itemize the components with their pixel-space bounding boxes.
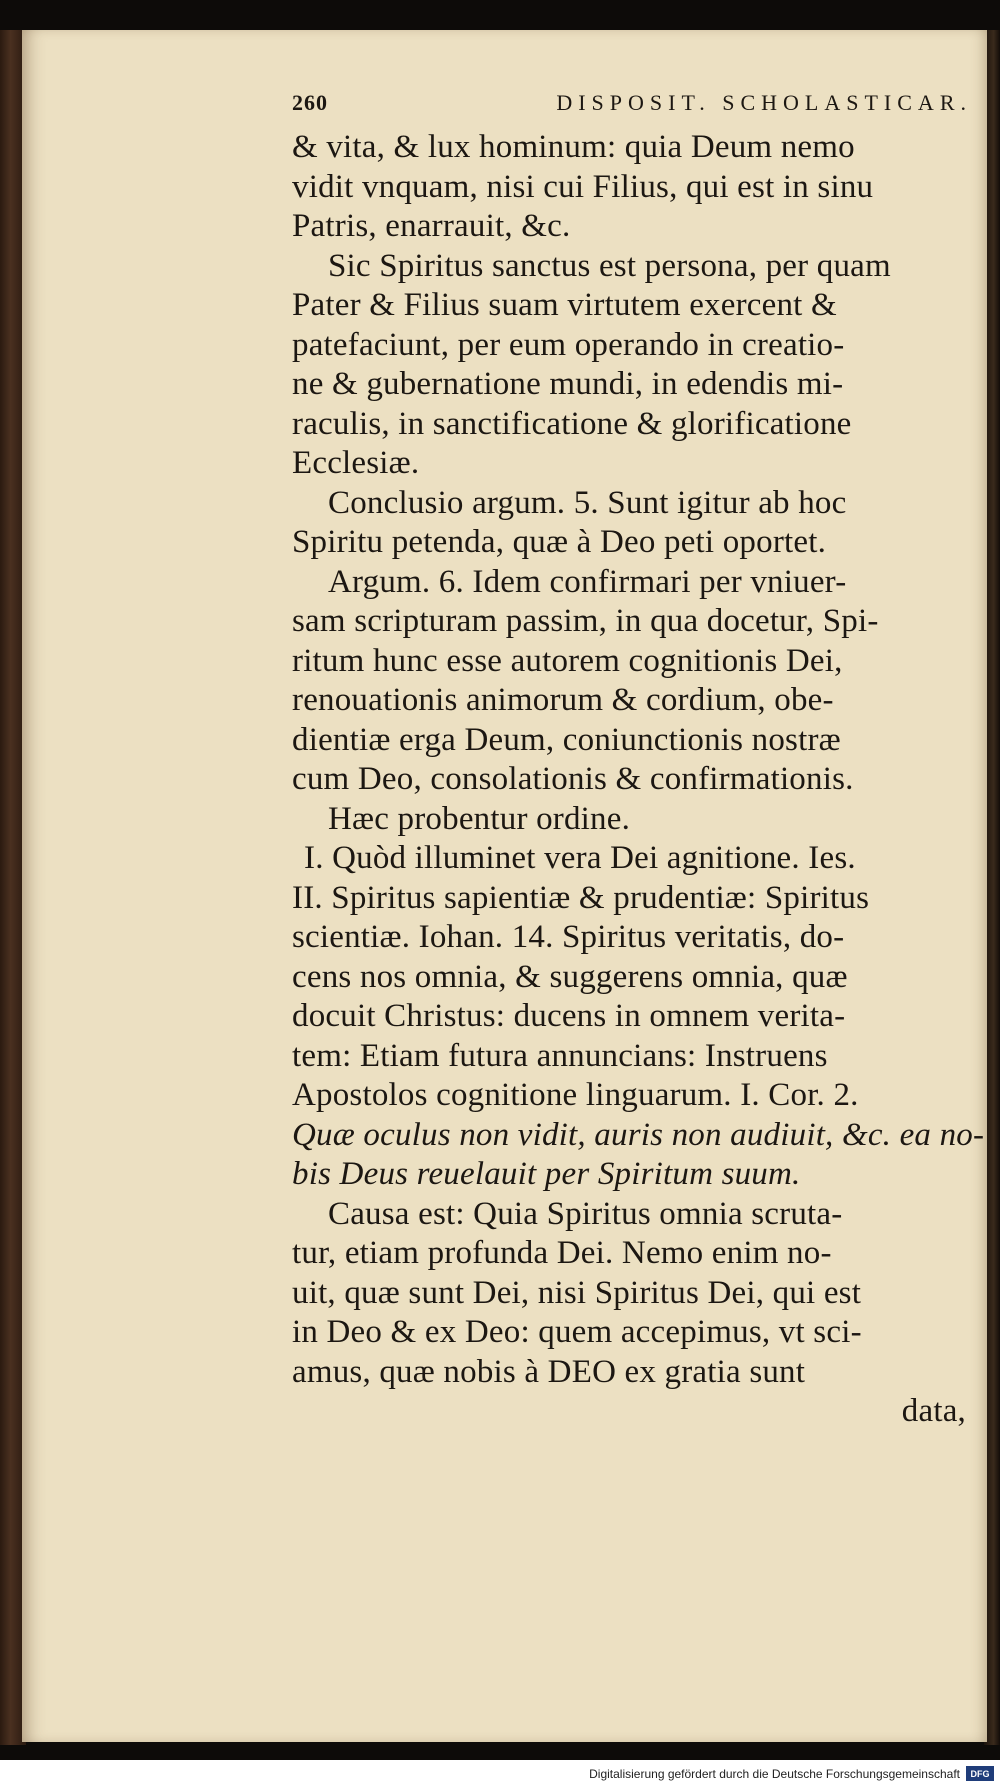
text-line: ritum hunc esse autorem cognitionis Dei,	[292, 642, 843, 679]
text-block	[292, 90, 985, 1432]
text-line: Pater & Filius suam virtutem exercent &	[292, 287, 837, 323]
text-line: in Deo & ex Deo: quem accepimus, vt sci-	[292, 1314, 862, 1350]
text-line: ne & gubernatione mundi, in edendis mi-	[292, 366, 844, 402]
text-line: II. Spiritus sapientiæ & prudentiæ: Spiritus	[292, 879, 870, 916]
text-line: renouationis animorum & cordium, obe-	[292, 682, 834, 718]
text-line: docuit Christus: ducens in omnem verita-	[292, 998, 846, 1034]
text-line: & vita, & lux hominum: quia Deum nemo	[292, 129, 855, 165]
text-line: Patris, enarrauit, &c.	[292, 208, 571, 244]
page-header	[292, 90, 972, 124]
text-line: Conclusio argum. 5. Sunt igitur ab hoc	[328, 484, 847, 521]
text-line: Apostolos cognitione linguarum. I. Cor. 2.	[292, 1077, 859, 1113]
text-line: tur, etiam profunda Dei. Nemo enim no-	[292, 1235, 832, 1271]
text-line: cum Deo, consolationis & confirmationis.	[292, 761, 854, 797]
text-line: Spiritu petenda, quæ à Deo peti oportet.	[292, 524, 827, 560]
text-line: Hæc probentur ordine.	[328, 800, 631, 837]
text-line: vidit vnquam, nisi cui Filius, qui est in sinu	[292, 168, 874, 205]
text-line: Argum. 6. Idem confirmari per vniuer-	[328, 563, 847, 600]
text-line: I. Quòd illuminet vera Dei agnitione. Ies.	[304, 840, 856, 876]
text-line: Causa est: Quia Spiritus omnia scruta-	[328, 1195, 843, 1232]
text-line: Ecclesiæ.	[292, 445, 420, 481]
text-line: scientiæ. Iohan. 14. Spiritus veritatis, do-	[292, 919, 845, 955]
text-line: sam scripturam passim, in qua docetur, Spi-	[292, 603, 879, 639]
text-line: amus, quæ nobis à DEO ex gratia sunt	[292, 1353, 806, 1390]
text-line: raculis, in sanctificatione & glorificatione	[292, 405, 852, 442]
dfg-logo: DFG	[966, 1766, 994, 1781]
page-number: 260	[292, 90, 328, 115]
text-line: patefaciunt, per eum operando in creatio-	[292, 326, 845, 363]
funding-credit: Digitalisierung gefördert durch die Deutsche Forschungsgemeinschaft	[589, 1767, 960, 1781]
digitization-footer	[0, 1760, 1000, 1788]
text-line: bis Deus reuelauit per Spiritum suum.	[292, 1156, 801, 1192]
text-line: cens nos omnia, & suggerens omnia, quæ	[292, 958, 848, 995]
text-line: Sic Spiritus sanctus est persona, per quam	[328, 247, 891, 284]
text-line: tem: Etiam futura annuncians: Instruens	[292, 1037, 828, 1074]
text-line: Quæ oculus non vidit, auris non audiuit, &c. ea no-	[292, 1116, 985, 1153]
text-line: dientiæ erga Deum, coniunctionis nostræ	[292, 721, 841, 758]
running-head: DISPOSIT. SCHOLASTICAR.	[556, 90, 972, 115]
catchword: data,	[901, 1393, 966, 1429]
text-line: uit, quæ sunt Dei, nisi Spiritus Dei, qui est	[292, 1274, 862, 1311]
